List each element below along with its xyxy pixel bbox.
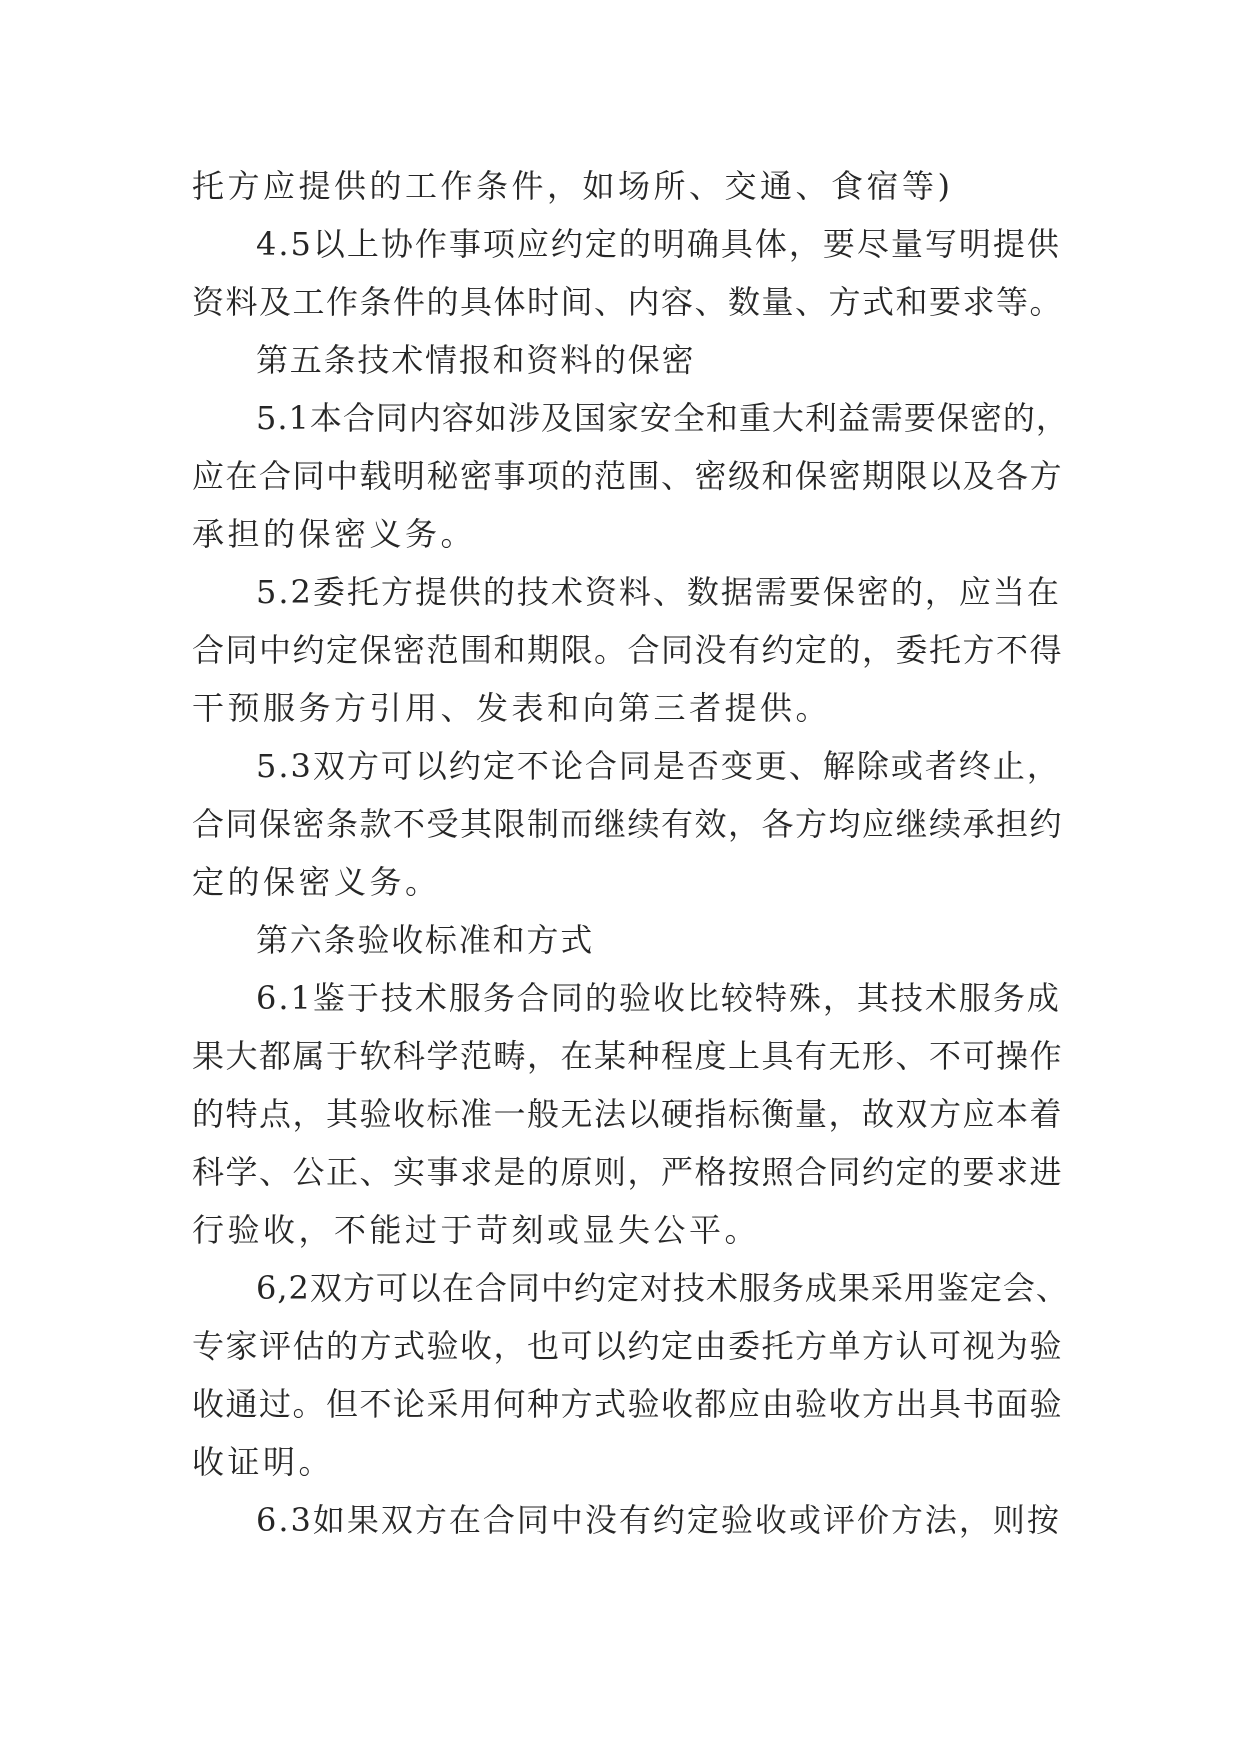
text-line: 托方应提供的工作条件，如场所、交通、食宿等) <box>192 167 954 205</box>
clause-5-2: 5.2委托方提供的技术资料、数据需要保密的，应当在 <box>256 573 1061 611</box>
text-line: 专家评估的方式验收，也可以约定由委托方单方认可视为验 <box>192 1327 1064 1365</box>
clause-6-1: 6.1鉴于技术服务合同的验收比较特殊，其技术服务成 <box>256 979 1061 1017</box>
text-line: 行验收，不能过于苛刻或显失公平。 <box>192 1211 761 1249</box>
text-line: 合同保密条款不受其限制而继续有效，各方均应继续承担约 <box>192 805 1064 843</box>
clause-4-5: 4.5以上协作事项应约定的明确具体，要尽量写明提供 <box>256 225 1061 263</box>
text-line: 资料及工作条件的具体时间、内容、数量、方式和要求等。 <box>192 283 1064 321</box>
clause-6-3: 6.3如果双方在合同中没有约定验收或评价方法，则按 <box>256 1501 1061 1539</box>
text-line: 合同中约定保密范围和期限。合同没有约定的，委托方不得 <box>192 631 1064 669</box>
text-line: 收证明。 <box>192 1443 335 1481</box>
clause-6-2: 6,2双方可以在合同中约定对技术服务成果采用鉴定会、 <box>256 1269 1069 1307</box>
text-line: 应在合同中载明秘密事项的范围、密级和保密期限以及各方 <box>192 457 1064 495</box>
text-line: 的特点，其验收标准一般无法以硬指标衡量，故双方应本着 <box>192 1095 1064 1133</box>
clause-5-1: 5.1本合同内容如涉及国家安全和重大利益需要保密的， <box>256 399 1069 437</box>
text-line: 收通过。但不论采用何种方式验收都应由验收方出具书面验 <box>192 1385 1064 1423</box>
text-line: 科学、公正、实事求是的原则，严格按照合同约定的要求进 <box>192 1153 1064 1191</box>
clause-5-3: 5.3双方可以约定不论合同是否变更、解除或者终止， <box>256 747 1061 785</box>
text-line: 定的保密义务。 <box>192 863 441 901</box>
text-line: 承担的保密义务。 <box>192 515 477 553</box>
article-5-heading: 第五条技术情报和资料的保密 <box>256 341 696 379</box>
text-line: 果大都属于软科学范畴，在某种程度上具有无形、不可操作 <box>192 1037 1064 1075</box>
text-line: 干预服务方引用、发表和向第三者提供。 <box>192 689 832 727</box>
article-6-heading: 第六条验收标准和方式 <box>256 921 595 959</box>
